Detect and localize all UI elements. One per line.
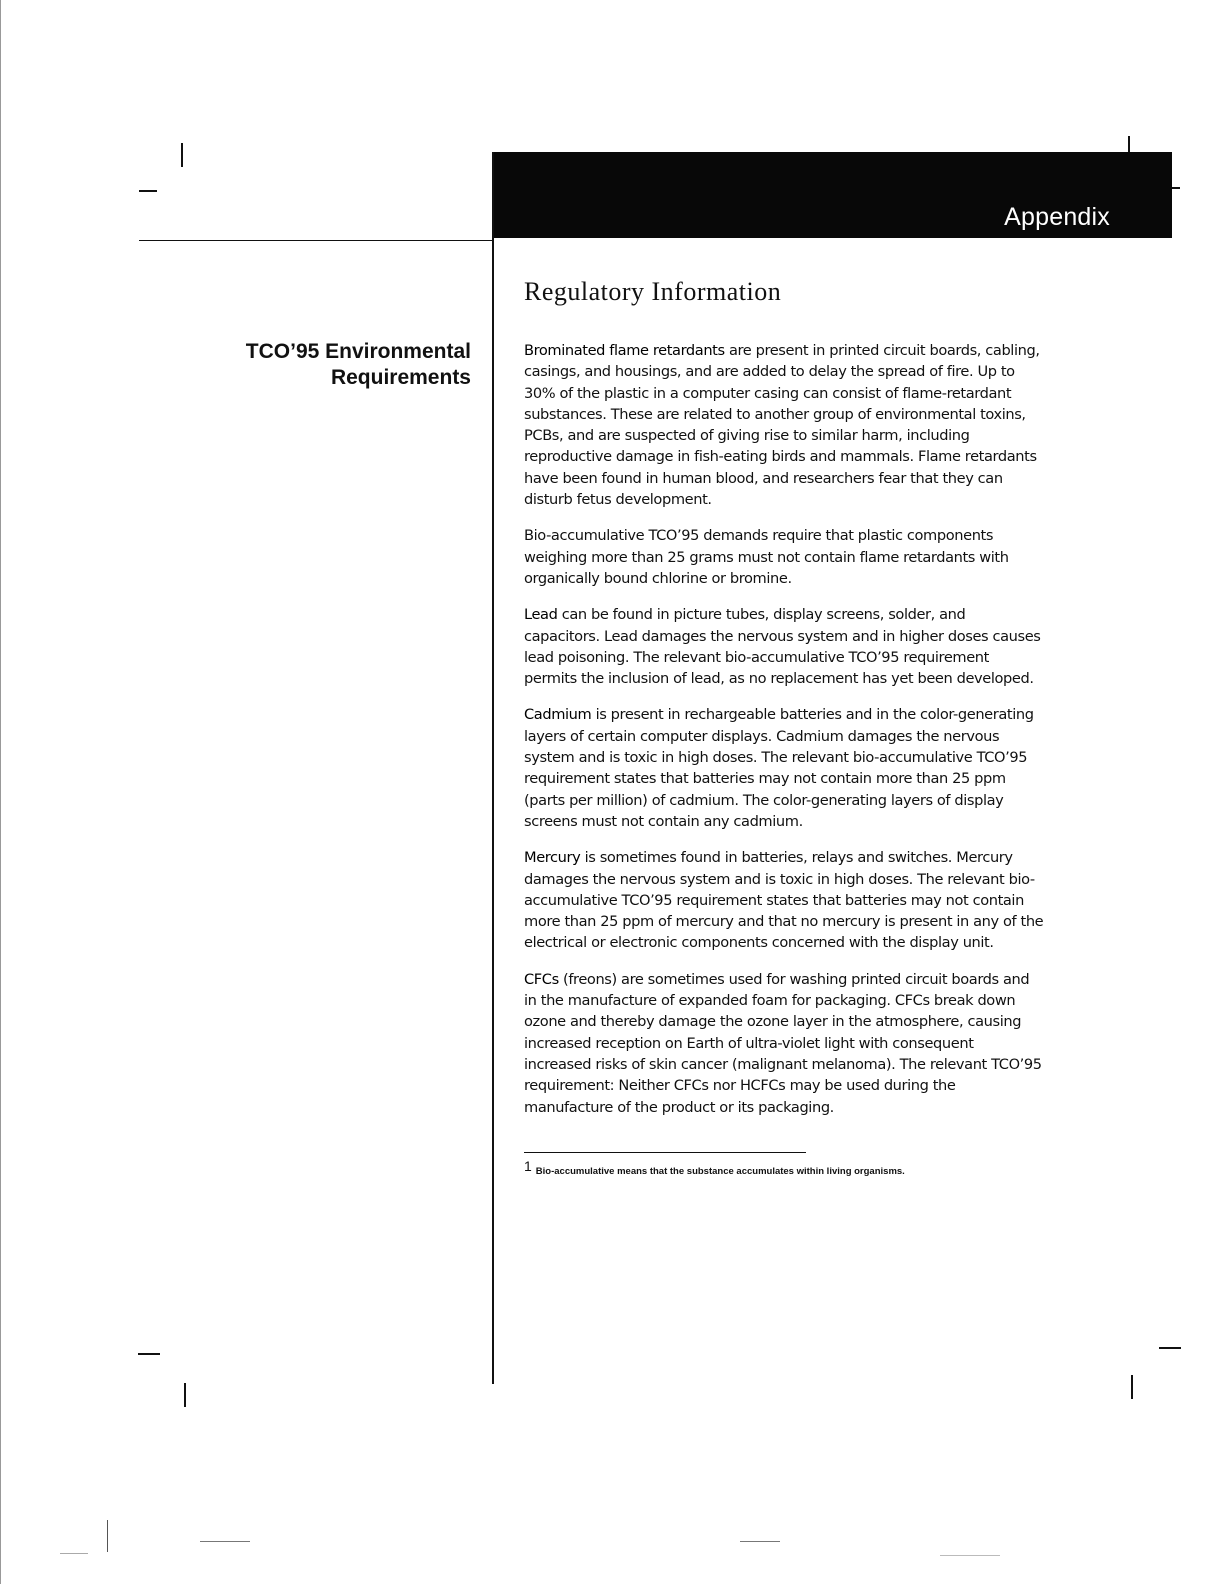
sidebar-section-title: [171, 339, 471, 391]
crop-mark: [184, 1383, 186, 1407]
sidebar-title-line: TCO’95 Environmental: [245, 340, 471, 363]
footnote-text: Bio-accumulative means that the substance accumulates within living organisms.: [535, 1166, 905, 1177]
page-title: Regulatory Information: [524, 277, 782, 306]
crop-mark: [1128, 136, 1130, 152]
scan-speck: [200, 1541, 250, 1542]
paragraph-term: Cadmium: [524, 706, 592, 724]
scan-speck: [740, 1541, 780, 1542]
paragraph-text: is sometimes found in batteries, relays and switches. Mercury damages the nervous system and is toxic in high doses. The relevant bio-accumulative TCO’95 requirement states that batteries may not contain more than 25 ppm of mercury and that no mercury is present in any of the electrical or electronic components concerned with the display unit.: [524, 849, 1044, 952]
crop-mark: [1159, 1347, 1181, 1349]
scan-speck: [60, 1553, 88, 1554]
paragraph-term: Mercury: [524, 849, 581, 867]
paragraph-text: is present in rechargeable batteries and in the color-generating layers of certain computer displays. Cadmium damages the nervous system and is toxic in high doses. The relevant bio-accumulative TCO’95 requirement states that batteries may not contain more than 25 ppm (parts per million) of cadmium. The color-generating layers of display screens must not contain any cadmium.: [524, 706, 1034, 830]
paragraph-mercury: [524, 847, 1044, 953]
scan-speck: [940, 1555, 1000, 1556]
crop-mark: [181, 143, 183, 167]
paragraph-cfcs: [524, 969, 1044, 1118]
paragraph-term: Lead: [524, 606, 558, 624]
paragraph-text: (freons) are sometimes used for washing printed circuit boards and in the manufacture of expanded foam for packaging. CFCs break down ozone and thereby damage the ozone layer in the atmosphere, causing increased reception on Earth of ultra-violet light with consequent increased risks of skin cancer (malignant melanoma). The relevant TCO’95 requirement: Neither CFCs nor HCFCs may be used during the manufacture of the product or its packaging.: [524, 970, 1042, 1116]
paragraph-lead: [524, 604, 1044, 689]
paragraph-cadmium: [524, 704, 1044, 832]
crop-mark: [1131, 1375, 1133, 1399]
crop-mark: [139, 190, 157, 192]
paragraph-text: can be found in picture tubes, display screens, solder, and capacitors. Lead damages the nervous system and in higher doses causes lead poisoning. The relevant bio-accumulative TCO’95 requirement permits the inclusion of lead, as no replacement has yet been developed.: [524, 606, 1041, 688]
page-edge: [0, 0, 1, 1584]
banner-title: Appendix: [1004, 203, 1110, 231]
footnote: [524, 1158, 1084, 1177]
crop-mark: [107, 1520, 108, 1552]
body-text: [524, 340, 1044, 1133]
paragraph-text: Bio-accumulative TCO’95 demands require that plastic components weighing more than 25 grams must not contain flame retardants with organically bound chlorine or bromine.: [524, 527, 1009, 587]
crop-mark: [138, 1353, 160, 1355]
column-divider: [492, 152, 494, 1384]
footnote-number: 1: [524, 1158, 532, 1174]
header-rule: [139, 240, 492, 241]
sidebar-title-line: Requirements: [330, 366, 471, 389]
paragraph-bio-accumulative: [524, 525, 1044, 589]
paragraph-text: are present in printed circuit boards, cabling, casings, and housings, and are added to delay the spread of fire. Up to 30% of the plastic in a computer casing can consist of flame-retardant substances. These are related to another group of environmental toxins, PCBs, and are suspected of giving rise to similar harm, including reproductive damage in fish-eating birds and mammals. Flame retardants have been found in human blood, and researchers fear that they can disturb fetus development.: [524, 342, 1040, 509]
paragraph-term: Brominated flame retardants: [524, 342, 725, 359]
paragraph-term: CFCs: [524, 970, 559, 988]
appendix-banner: [494, 152, 1172, 238]
footnote-rule: [524, 1152, 806, 1153]
paragraph-brominated: [524, 340, 1044, 510]
